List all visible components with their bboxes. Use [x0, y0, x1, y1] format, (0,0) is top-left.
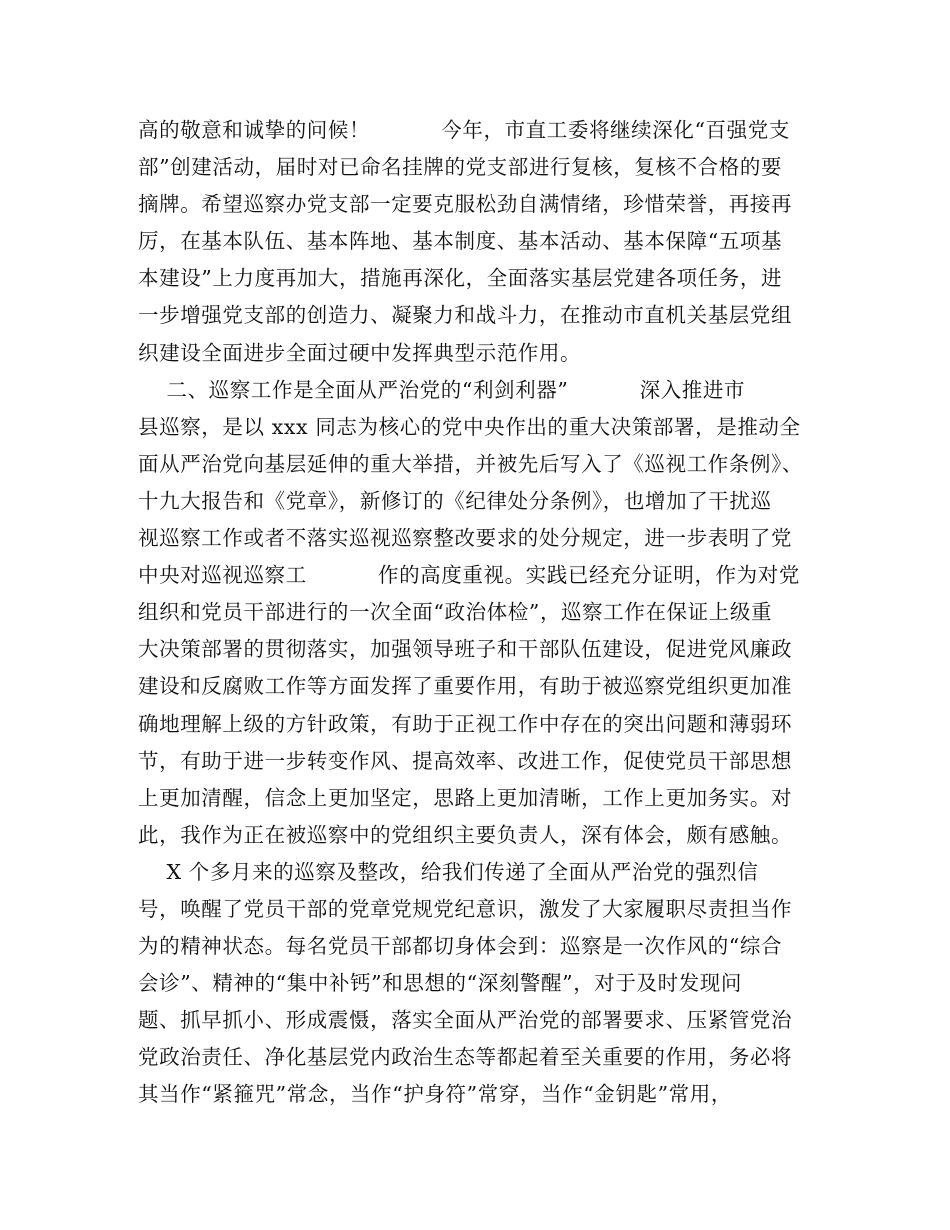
- text-line: 大决策部署的贯彻落实，加强领导班子和干部队伍建设，促进党风廉政: [138, 637, 793, 662]
- text-line: 摘牌。希望巡察办党支部一定要克服松劲自满情绪，珍惜荣誉，再接再: [138, 192, 793, 217]
- text-line: 其当作“紧箍咒”常念，当作“护身符”常穿，当作“金钥匙”常用，: [138, 1082, 732, 1107]
- text-line: 号，唤醒了党员干部的党章党规党纪意识，激发了大家履职尽责担当作: [138, 896, 793, 921]
- text-line: 为的精神状态。每名党员干部都切身体会到：巡察是一次作风的“综合: [138, 934, 783, 959]
- paragraph-start-line: X 个多月来的巡察及整改，给我们传递了全面从严治党的强烈信: [138, 859, 759, 884]
- text-line: 部”创建活动，届时对已命名挂牌的党支部进行复核，复核不合格的要: [138, 155, 783, 180]
- text-line: 党政治责任、净化基层党内政治生态等都起着至关重要的作用，务必将: [138, 1045, 793, 1070]
- text-line: 题、抓早抓小、形成震慑，落实全面从严治党的部署要求、压紧管党治: [138, 1008, 793, 1033]
- text-line: 组织和党员干部进行的一次全面“政治体检”，巡察工作在保证上级重: [138, 600, 773, 625]
- text-line: 上更加清醒，信念上更加坚定，思路上更加清晰，工作上更加务实。对: [138, 785, 793, 810]
- text-line: 高的敬意和诚挚的问候！ 今年，市直工委将继续深化“百强党支: [138, 118, 790, 142]
- section-heading-line: 二、巡察工作是全面从严治党的“利剑利器” 深入推进市: [138, 377, 746, 402]
- text-line: 一步增强党支部的创造力、凝聚力和战斗力，在推动市直机关基层党组: [138, 303, 793, 328]
- body-text: [138, 112, 828, 1114]
- text-line: 面从严治党向基层延伸的重大举措，并被先后写入了《巡视工作条例》、: [138, 451, 803, 476]
- text-line: 十九大报告和《党章》，新修订的《纪律处分条例》，也增加了干扰巡: [138, 488, 772, 513]
- text-line: 确地理解上级的方针政策，有助于正视工作中存在的突出问题和薄弱环: [138, 711, 793, 736]
- text-line: 视巡察工作或者不落实巡视巡察整改要求的处分规定，进一步表明了党: [138, 526, 793, 551]
- text-line: 会诊”、精神的“集中补钙”和思想的“深刻警醒”，对于及时发现问: [138, 971, 742, 996]
- text-line: 中央对巡视巡察工 作的高度重视。实践已经充分证明，作为对党: [138, 563, 800, 588]
- text-line: 县巡察，是以 xxx 同志为核心的党中央作出的重大决策部署，是推动全: [138, 414, 801, 439]
- text-line: 织建设全面进步全面过硬中发挥典型示范作用。: [138, 340, 582, 365]
- text-line: 节，有助于进一步转变作风、提高效率、改进工作，促使党员干部思想: [138, 748, 793, 773]
- text-line: 本建设”上力度再加大，措施再深化，全面落实基层党建各项任务，进: [138, 266, 783, 291]
- text-line: 建设和反腐败工作等方面发挥了重要作用，有助于被巡察党组织更加准: [138, 674, 793, 699]
- text-line: 厉，在基本队伍、基本阵地、基本制度、基本活动、基本保障“五项基: [138, 229, 783, 254]
- text-line: 此，我作为正在被巡察中的党组织主要负责人，深有体会，颇有感触。: [138, 822, 793, 847]
